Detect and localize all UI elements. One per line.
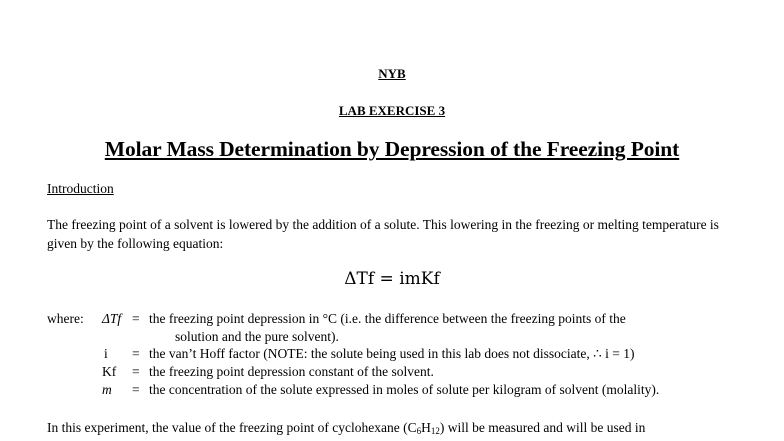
symbol-i: i [104, 346, 108, 361]
exercise-label: LAB EXERCISE 3 [338, 103, 446, 118]
where-label: where: [47, 311, 84, 326]
course-code: NYB [378, 66, 406, 81]
definition-i: the van’t Hoff factor (NOTE: the solute being used in this lab does not dissociate, ∴ i = 1) [149, 346, 635, 361]
equals-sign: = [132, 311, 140, 326]
freezing-point-equation: ΔTf = imKf [344, 269, 440, 289]
symbol-kf: Kf [102, 364, 117, 379]
definition-m: the concentration of the solute expressed in moles of solute per kilogram of solvent (molality). [149, 382, 660, 397]
intro-paragraph: The freezing point of a solvent is lowered by the addition of a solute. This lowering in the freezing or melting temperature is given by the following equation: [47, 217, 719, 251]
closing-paragraph: In this experiment, the value of the freezing point of cyclohexane $(C_6H_{12})$ will be measured and will be used in [47, 420, 646, 436]
definition-delta-tf-continued: solution and the pure solvent). [175, 329, 339, 344]
page-title: Molar Mass Determination by Depression of the Freezing Point [104, 137, 680, 161]
definition-kf: the freezing point depression constant of the solvent. [149, 364, 434, 379]
symbol-delta-tf: ΔTf [102, 311, 122, 326]
section-heading: Introduction [47, 181, 114, 196]
equals-sign: = [132, 364, 140, 379]
symbol-m: m [102, 382, 112, 397]
equals-sign: = [132, 382, 140, 397]
definition-delta-tf: the freezing point depression in °C (i.e. the difference between the freezing points of the [149, 311, 626, 326]
equals-sign: = [132, 346, 140, 361]
